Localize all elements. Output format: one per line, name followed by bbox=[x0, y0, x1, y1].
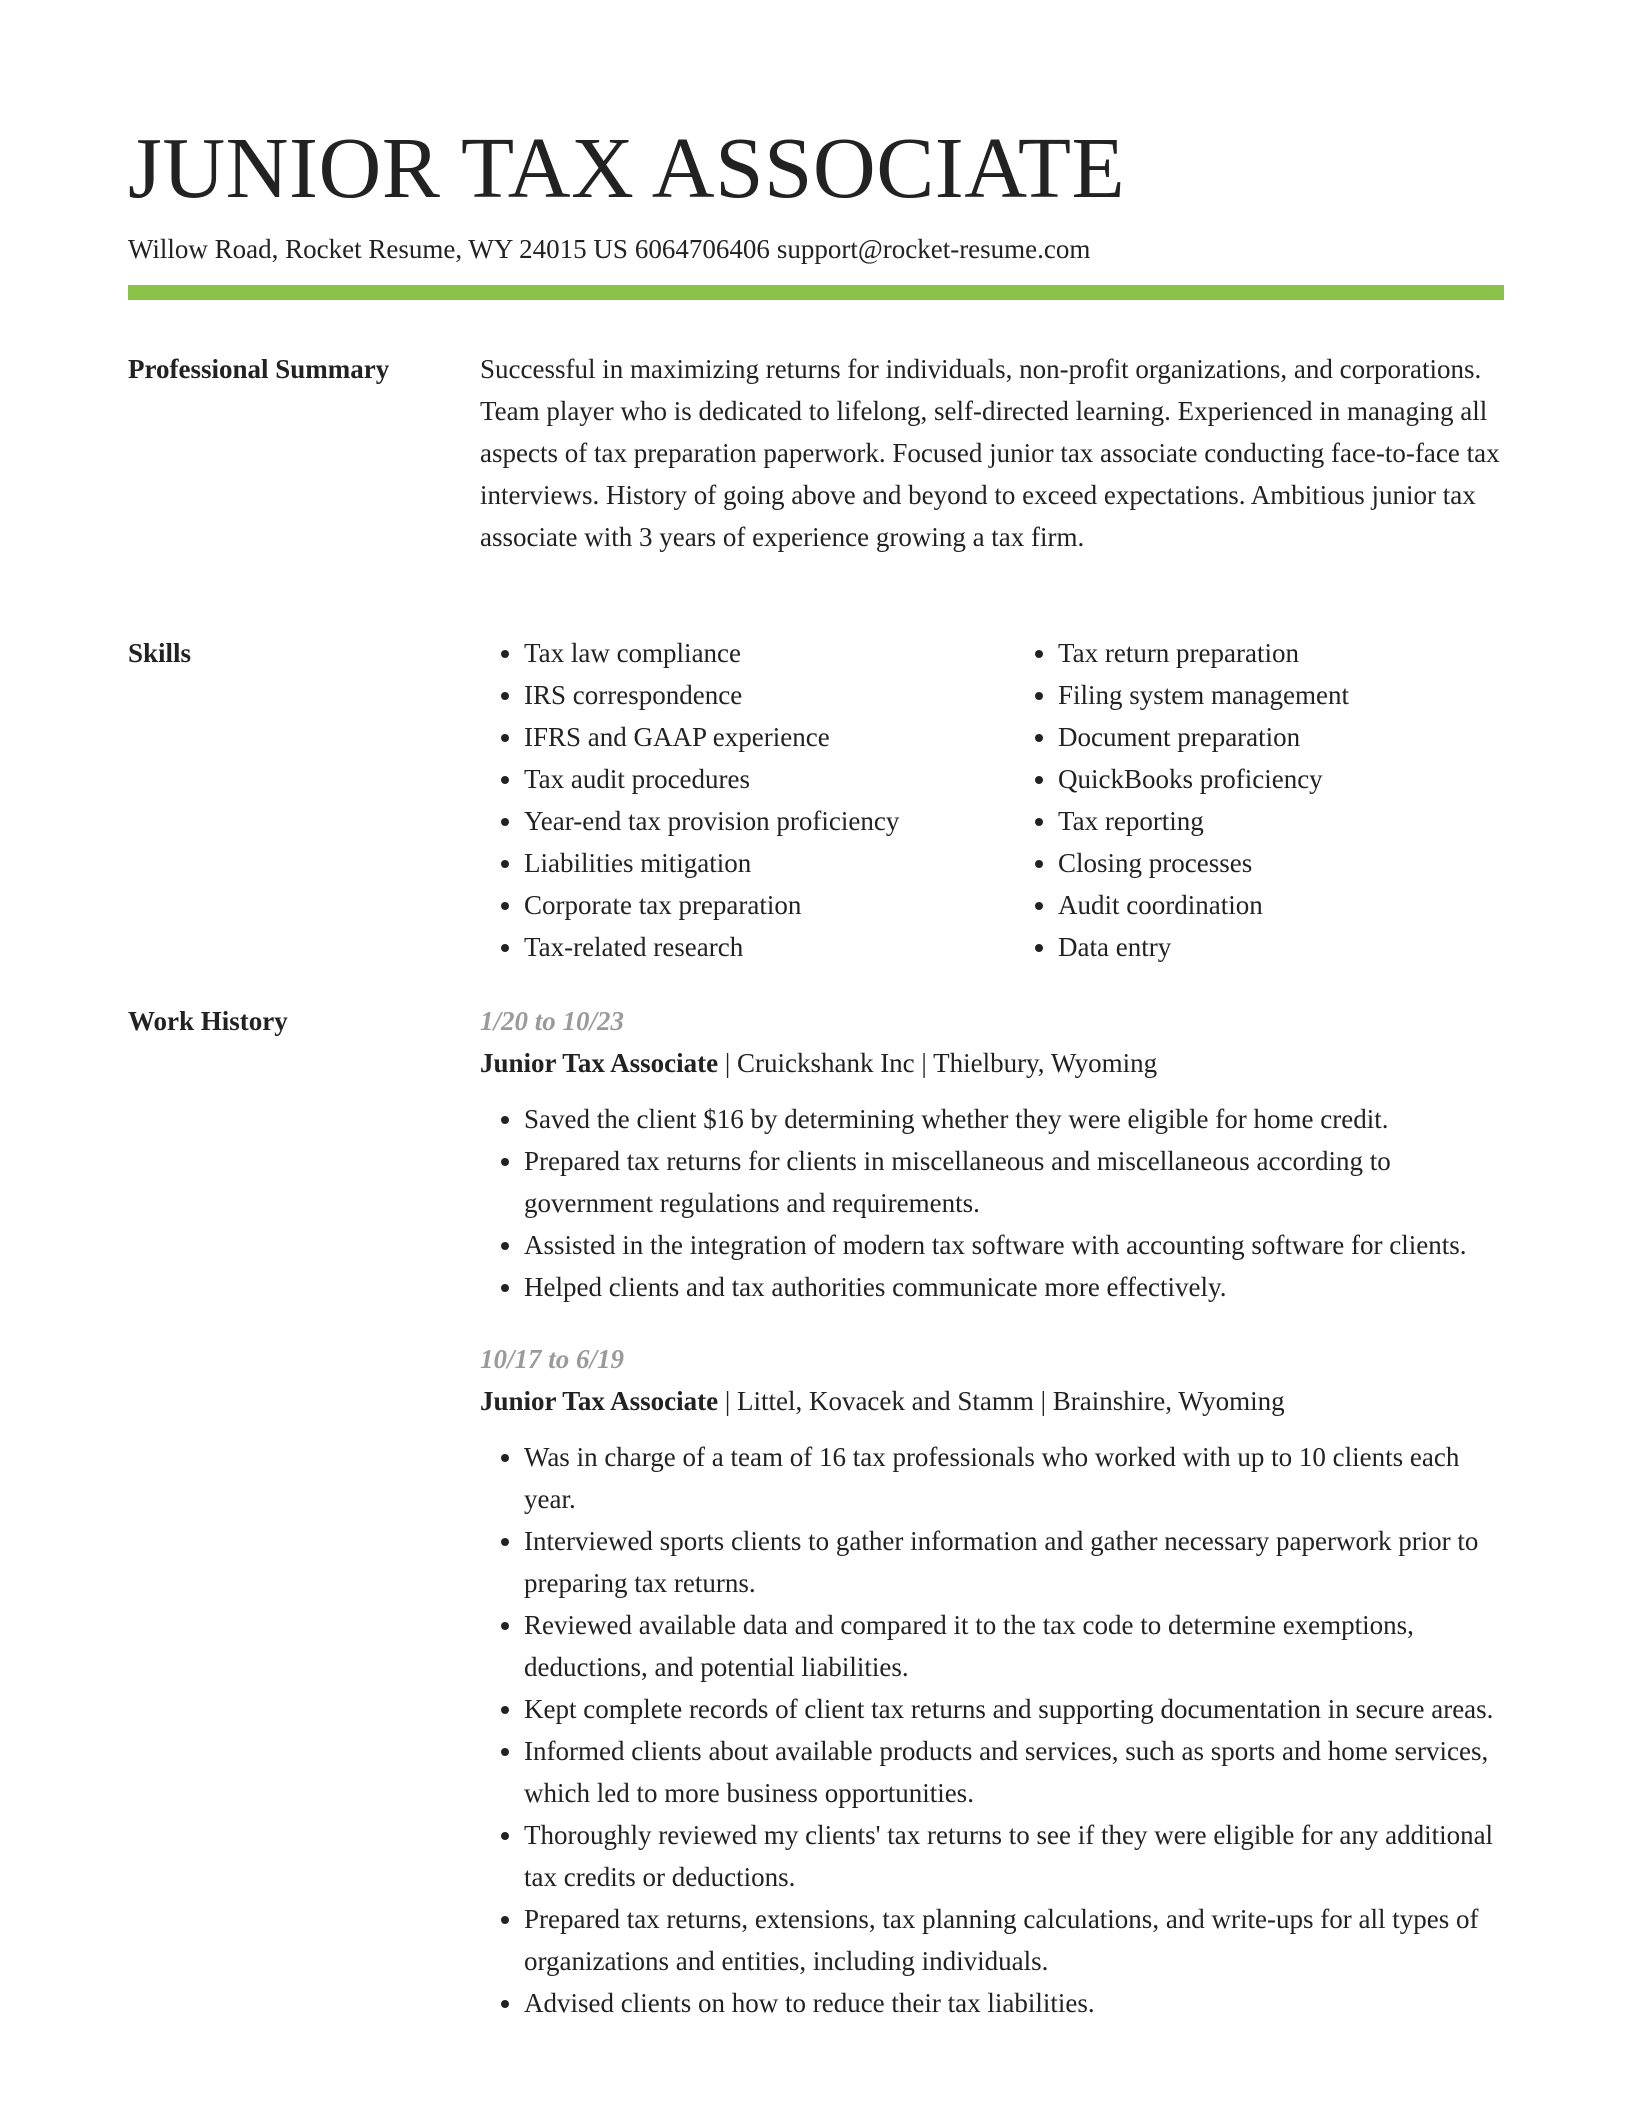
skill-item: • Tax law compliance bbox=[524, 632, 970, 674]
job-bullets bbox=[480, 1098, 1504, 1308]
skill-item: • Filing system management bbox=[1058, 674, 1504, 716]
skills-body bbox=[480, 632, 1504, 968]
job-bullet: • Thoroughly reviewed my clients' tax returns to see if they were eligible for any additional tax credits or deductions. bbox=[524, 1814, 1504, 1898]
skill-item: • Year-end tax provision proficiency bbox=[524, 800, 970, 842]
job-date: 1/20 to 10/23 bbox=[480, 1006, 625, 1036]
skill-item: • Tax reporting bbox=[1058, 800, 1504, 842]
job-bullet: • Advised clients on how to reduce their tax liabilities. bbox=[524, 1982, 1504, 2024]
resume-title: JUNIOR TAX ASSOCIATE bbox=[128, 119, 1126, 216]
job-date: 10/17 to 6/19 bbox=[480, 1344, 625, 1374]
job-bullet: • Interviewed sports clients to gather information and gather necessary paperwork prior to preparing tax returns. bbox=[524, 1520, 1504, 1604]
skill-item: • IFRS and GAAP experience bbox=[524, 716, 970, 758]
job-bullets bbox=[480, 1436, 1504, 2024]
work-label: Work History bbox=[128, 1006, 288, 1036]
job-details: | Littel, Kovacek and Stamm | Brainshire, Wyoming bbox=[718, 1386, 1285, 1416]
job-heading bbox=[480, 1042, 1504, 1084]
job-bullet: • Helped clients and tax authorities communicate more effectively. bbox=[524, 1266, 1504, 1308]
job-bullet: • Prepared tax returns for clients in miscellaneous and miscellaneous according to government regulations and requirements. bbox=[524, 1140, 1504, 1224]
skill-item: • Audit coordination bbox=[1058, 884, 1504, 926]
skills-label: Skills bbox=[128, 638, 192, 668]
skill-item: • QuickBooks proficiency bbox=[1058, 758, 1504, 800]
work-body bbox=[480, 1000, 1504, 2054]
contact-email: support@rocket-resume.com bbox=[776, 234, 1091, 264]
summary-body bbox=[480, 348, 1504, 558]
contact-phone: 6064706406 bbox=[634, 234, 770, 264]
job-bullet: • Assisted in the integration of modern tax software with accounting software for clients. bbox=[524, 1224, 1504, 1266]
job-bullet: • Was in charge of a team of 16 tax professionals who worked with up to 10 clients each year. bbox=[524, 1436, 1504, 1520]
skills-list-left bbox=[480, 632, 970, 968]
summary-label: Professional Summary bbox=[128, 354, 390, 384]
contact-address: Willow Road, Rocket Resume, WY 24015 US bbox=[128, 234, 628, 264]
skill-item: • Tax audit procedures bbox=[524, 758, 970, 800]
skill-item: • Tax-related research bbox=[524, 926, 970, 968]
job-bullet: • Informed clients about available products and services, such as sports and home services, which led to more business opportunities. bbox=[524, 1730, 1504, 1814]
job-bullet: • Prepared tax returns, extensions, tax planning calculations, and write-ups for all types of organizations and entities, including individuals. bbox=[524, 1898, 1504, 1982]
job-bullet: • Saved the client $16 by determining whether they were eligible for home credit. bbox=[524, 1098, 1504, 1140]
job-bullet: • Kept complete records of client tax returns and supporting documentation in secure areas. bbox=[524, 1688, 1504, 1730]
job-role: Junior Tax Associate bbox=[480, 1386, 719, 1416]
job-entry bbox=[480, 1000, 1504, 1308]
job-heading bbox=[480, 1380, 1504, 1422]
skill-item: • Corporate tax preparation bbox=[524, 884, 970, 926]
job-details: | Cruickshank Inc | Thielbury, Wyoming bbox=[718, 1048, 1158, 1078]
skill-item: • Liabilities mitigation bbox=[524, 842, 970, 884]
skill-item: • Closing processes bbox=[1058, 842, 1504, 884]
summary-text: Successful in maximizing returns for individuals, non-profit organizations, and corporations. Team player who is dedicated to lifelong, self-directed learning. Experienced in managing all aspects of tax preparation paperwork. Focused junior tax associate conducting face-to-face tax interviews. History of going above and beyond to exceed expectations. Ambitious junior tax associate with 3 years of experience growing a tax firm. bbox=[480, 354, 1500, 552]
accent-rule bbox=[128, 285, 1504, 300]
skill-item: • Data entry bbox=[1058, 926, 1504, 968]
skills-list-right bbox=[1014, 632, 1504, 968]
job-bullet: • Reviewed available data and compared it to the tax code to determine exemptions, deductions, and potential liabilities. bbox=[524, 1604, 1504, 1688]
job-entry bbox=[480, 1338, 1504, 2024]
contact-line bbox=[128, 232, 1090, 266]
skill-item: • Tax return preparation bbox=[1058, 632, 1504, 674]
skill-item: • IRS correspondence bbox=[524, 674, 970, 716]
job-role: Junior Tax Associate bbox=[480, 1048, 719, 1078]
skill-item: • Document preparation bbox=[1058, 716, 1504, 758]
